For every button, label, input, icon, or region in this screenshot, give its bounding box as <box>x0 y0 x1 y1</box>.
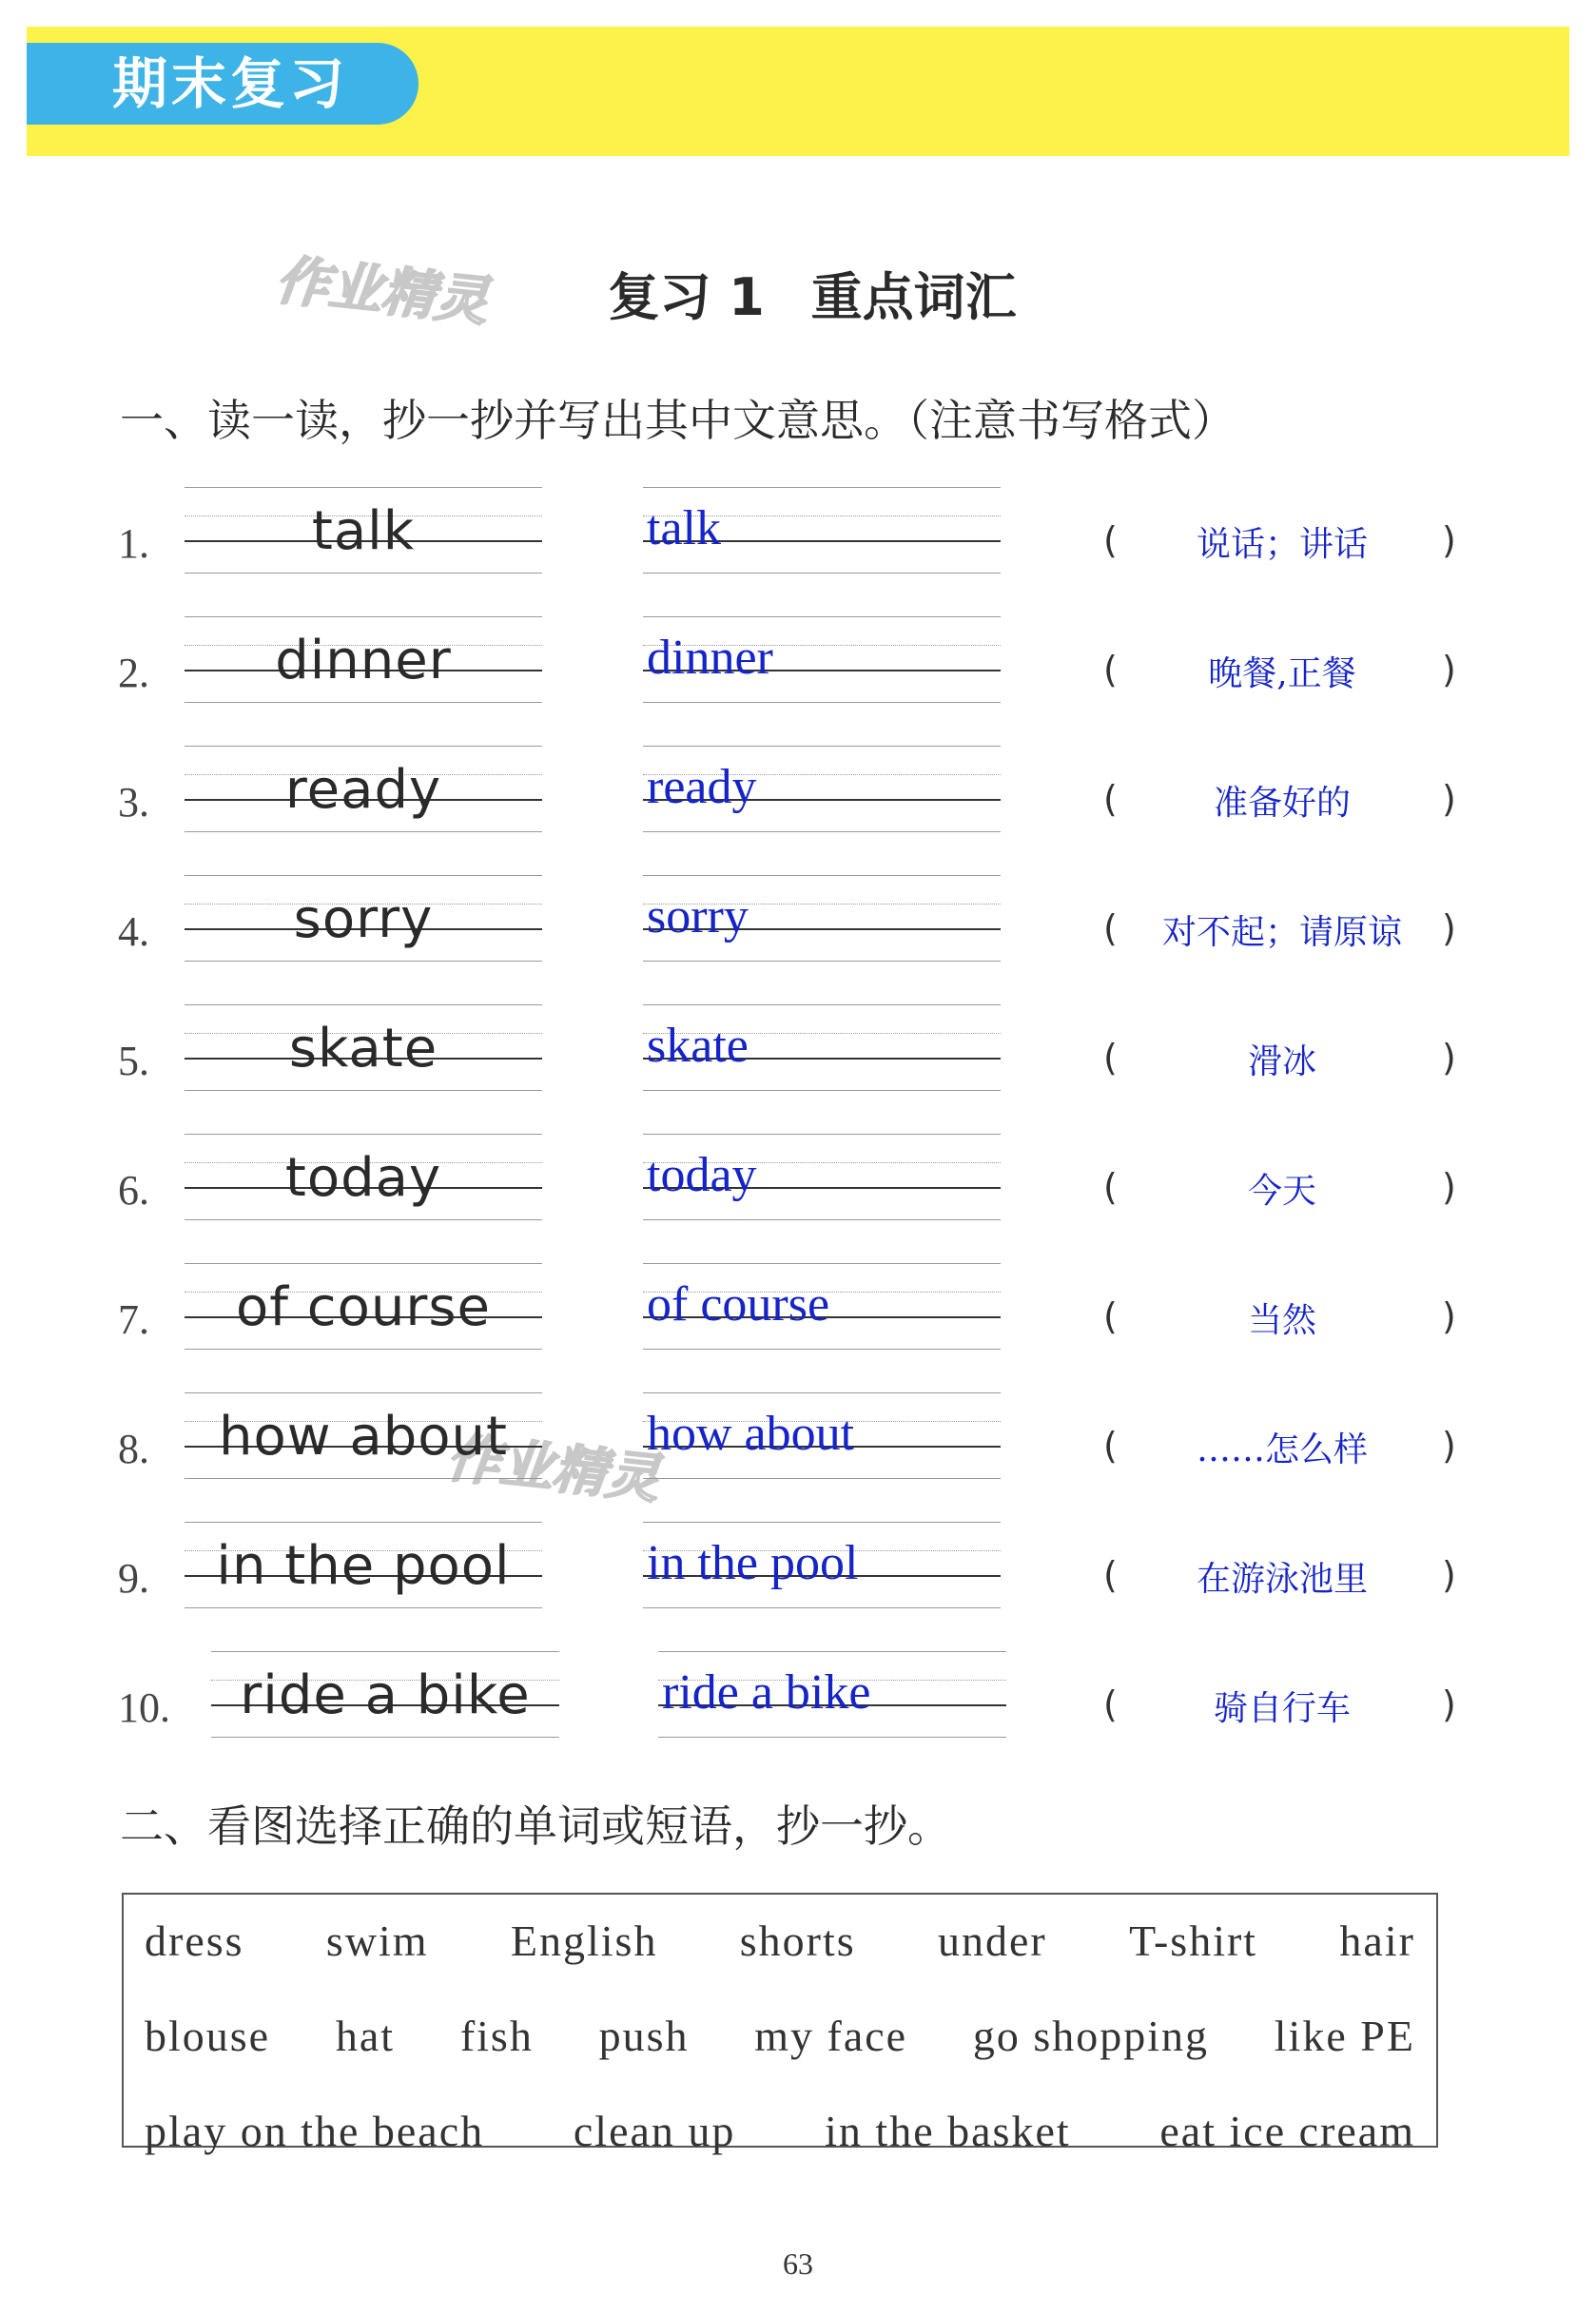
word-bank-item: my face <box>754 2012 908 2060</box>
word-bank-item: hat <box>335 2012 396 2060</box>
vocab-row <box>0 1392 1596 1488</box>
word-bank-item: push <box>598 2012 690 2060</box>
word-bank-item: go shopping <box>972 2012 1210 2060</box>
paren-close: ) <box>1442 1166 1456 1208</box>
printed-word: talk <box>311 500 416 562</box>
paren-close: ) <box>1442 1425 1456 1467</box>
banner-label: 期末复习 <box>112 51 349 116</box>
item-number: 6. <box>118 1167 149 1214</box>
word-bank-item: English <box>510 1916 658 1965</box>
chinese-meaning[interactable]: 骑自行车 <box>1213 1689 1351 1728</box>
paren-close: ) <box>1442 907 1456 949</box>
item-number: 7. <box>118 1296 149 1343</box>
item-number: 8. <box>118 1426 149 1472</box>
handwritten-copy: of course <box>647 1277 830 1332</box>
watermark-middle: 作业精灵 <box>443 1427 663 1511</box>
paren-open: ( <box>1103 1037 1118 1079</box>
paren-close: ) <box>1442 1037 1456 1079</box>
word-bank-row-1 <box>145 1916 1415 1966</box>
copy-lines[interactable] <box>643 746 1001 837</box>
chinese-meaning[interactable]: 准备好的 <box>1213 784 1351 823</box>
handwritten-copy: ready <box>647 760 757 814</box>
title-part-b: 重点词汇 <box>810 267 1017 327</box>
printed-word-lines <box>185 1134 542 1225</box>
chinese-meaning[interactable]: 滑冰 <box>1247 1042 1316 1081</box>
printed-word: how about <box>219 1406 508 1468</box>
paren-close: ) <box>1442 778 1456 820</box>
handwritten-copy: how about <box>647 1407 855 1461</box>
paren-open: ( <box>1103 907 1118 949</box>
page-number: 63 <box>783 2247 813 2281</box>
watermark-top: 作业精灵 <box>272 249 492 334</box>
printed-word-lines <box>185 746 542 837</box>
item-number: 10. <box>118 1684 170 1731</box>
word-bank <box>122 1893 1438 2155</box>
word-bank-item: clean up <box>573 2107 736 2155</box>
word-bank-item: under <box>938 1916 1047 1965</box>
chinese-meaning[interactable]: 在游泳池里 <box>1196 1560 1368 1599</box>
printed-word: ride a bike <box>240 1664 531 1726</box>
copy-lines[interactable] <box>643 1134 1001 1225</box>
printed-word-lines <box>211 1651 559 1742</box>
paren-open: ( <box>1103 1554 1118 1596</box>
vocab-row <box>0 1651 1596 1746</box>
vocab-row <box>0 1263 1596 1358</box>
paren-close: ) <box>1442 649 1456 691</box>
printed-word-lines <box>185 616 542 708</box>
title-part-a: 复习 1 <box>608 267 765 327</box>
paren-open: ( <box>1103 1295 1118 1337</box>
word-bank-item: shorts <box>739 1916 856 1965</box>
word-bank-item: like PE <box>1274 2012 1415 2060</box>
item-number: 5. <box>118 1038 149 1084</box>
printed-word: in the pool <box>216 1535 511 1597</box>
handwritten-copy: ride a bike <box>662 1665 871 1720</box>
item-number: 1. <box>118 520 149 567</box>
copy-lines[interactable] <box>643 1522 1001 1613</box>
printed-word-lines <box>185 1263 542 1354</box>
printed-word: of course <box>236 1276 491 1338</box>
word-bank-item: hair <box>1339 1916 1415 1965</box>
vocab-row <box>0 746 1596 841</box>
printed-word: ready <box>284 759 442 821</box>
item-number: 4. <box>118 908 149 955</box>
chinese-meaning[interactable]: ……怎么样 <box>1196 1430 1368 1469</box>
paren-close: ) <box>1442 1554 1456 1596</box>
chinese-meaning[interactable]: 对不起；请原谅 <box>1161 913 1402 952</box>
copy-lines[interactable] <box>658 1651 1006 1742</box>
handwritten-copy: in the pool <box>647 1536 859 1590</box>
handwritten-copy: sorry <box>647 889 749 944</box>
word-bank-item: swim <box>325 1916 429 1965</box>
vocab-row <box>0 875 1596 970</box>
chinese-meaning[interactable]: 当然 <box>1247 1301 1316 1340</box>
item-number: 2. <box>118 650 149 696</box>
item-number: 3. <box>118 779 149 826</box>
paren-open: ( <box>1103 1166 1118 1208</box>
paren-close: ) <box>1442 519 1456 561</box>
part1-heading: 一、读一读，抄一抄并写出其中文意思。（注意书写格式） <box>120 395 1236 446</box>
copy-lines[interactable] <box>643 1004 1001 1096</box>
copy-lines[interactable] <box>643 616 1001 708</box>
handwritten-copy: dinner <box>647 631 773 685</box>
printed-word-lines <box>185 1392 542 1484</box>
printed-word-lines <box>185 875 542 966</box>
part2-heading: 二、看图选择正确的单词或短语，抄一抄。 <box>120 1800 951 1852</box>
word-bank-item: blouse <box>145 2012 271 2060</box>
paren-close: ) <box>1442 1295 1456 1337</box>
word-bank-row-2 <box>145 2011 1415 2061</box>
printed-word: sorry <box>293 888 434 950</box>
printed-word: today <box>284 1147 442 1209</box>
handwritten-copy: today <box>647 1148 757 1202</box>
handwritten-copy: skate <box>647 1019 749 1073</box>
word-bank-item: fish <box>459 2012 534 2060</box>
printed-word-lines <box>185 487 542 578</box>
paren-open: ( <box>1103 778 1118 820</box>
chinese-meaning[interactable]: 今天 <box>1247 1172 1316 1211</box>
printed-word: skate <box>288 1018 438 1080</box>
chinese-meaning[interactable]: 晚餐,正餐 <box>1208 654 1356 693</box>
word-bank-item: in the basket <box>825 2107 1071 2155</box>
copy-lines[interactable] <box>643 1392 1001 1484</box>
copy-lines[interactable] <box>643 1263 1001 1354</box>
vocab-row <box>0 487 1596 582</box>
vocab-row <box>0 1522 1596 1617</box>
word-bank-item: play on the beach <box>145 2107 485 2155</box>
vocab-row <box>0 616 1596 711</box>
paren-open: ( <box>1103 649 1118 691</box>
word-bank-item: dress <box>145 1916 244 1965</box>
copy-lines[interactable] <box>643 875 1001 966</box>
page-title <box>0 257 1596 330</box>
paren-open: ( <box>1103 1425 1118 1467</box>
item-number: 9. <box>118 1555 149 1602</box>
printed-word-lines <box>185 1004 542 1096</box>
handwritten-copy: talk <box>647 501 721 555</box>
word-bank-item: eat ice cream <box>1159 2107 1415 2155</box>
vocab-row <box>0 1004 1596 1099</box>
vocab-row <box>0 1134 1596 1229</box>
word-bank-item: T-shirt <box>1129 1916 1258 1965</box>
paren-open: ( <box>1103 519 1118 561</box>
paren-close: ) <box>1442 1683 1456 1725</box>
chinese-meaning[interactable]: 说话；讲话 <box>1196 525 1368 564</box>
printed-word-lines <box>185 1522 542 1613</box>
copy-lines[interactable] <box>643 487 1001 578</box>
paren-open: ( <box>1103 1683 1118 1725</box>
word-bank-row-3 <box>145 2106 1415 2156</box>
printed-word: dinner <box>275 630 452 691</box>
